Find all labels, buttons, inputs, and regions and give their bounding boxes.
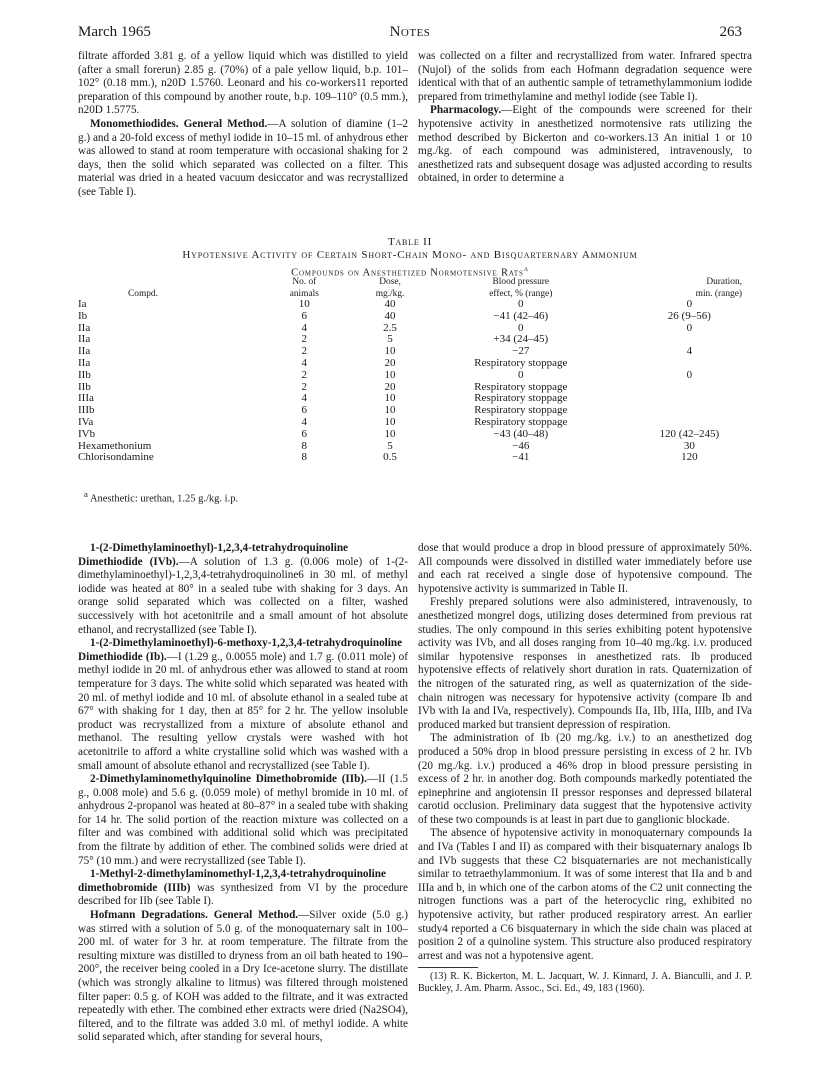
cell-dose: 20: [384, 380, 396, 393]
cell-compd: IIIa: [78, 392, 94, 405]
cell-compd: IIIb: [78, 404, 95, 417]
cell-compd: Ia: [78, 298, 87, 310]
paragraph-text: —A solution of 1.3 g. (0.006 mole) of 1-(2-dimethylaminoethyl)-1,2,3,4-tetrahydroquinoline6 in 30 ml. of methyl iodide was heated at 80° in a sealed tube with shaking for 3 days. An orange solid separated which was collected on a filter, washed successively with hot acetonitrile and a small amount of hot absolute ethanol, and recrystallized (see Table I).: [78, 555, 408, 636]
cell-duration: 4: [686, 345, 693, 358]
cell-dose: 2.5: [383, 321, 397, 334]
table-row: [78, 382, 742, 394]
cell-compd: IIa: [78, 321, 91, 334]
cell-animals: 8: [301, 451, 308, 464]
cell-bp: Respiratory stoppage: [474, 380, 568, 393]
bottom-right-column: [418, 542, 752, 995]
cell-animals: 10: [298, 298, 310, 310]
cell-dose: 20: [384, 356, 396, 369]
cell-bp: Respiratory stoppage: [474, 404, 568, 417]
footnote-marker: a: [523, 263, 529, 273]
cell-animals: 6: [301, 404, 308, 417]
table-title-line-2: Compounds on Anesthetized Normotensive Rats$^a$: [291, 263, 529, 279]
table-row: [78, 429, 742, 441]
cell-duration: [607, 405, 742, 417]
paragraph: [78, 909, 408, 1045]
table-row: [78, 299, 742, 311]
cell-dose: 10: [384, 415, 396, 428]
paragraph: [78, 868, 408, 909]
cell-duration: 26 (9–56): [667, 309, 711, 322]
cell-duration: 0: [686, 368, 693, 381]
bottom-left-column: [78, 542, 408, 1045]
paragraph: [78, 118, 408, 200]
cell-bp: 0: [518, 298, 524, 310]
cell-duration: [607, 393, 742, 405]
col-dose-header: Dose,: [379, 277, 401, 287]
table-caption: [78, 236, 742, 280]
cell-animals: 4: [301, 356, 308, 369]
paragraph: Freshly prepared solutions were also administered, intravenously, to anesthetized mongrel dogs, utilizing doses determined from previous rat studies. The only compound in this series exhibiting potent hypotensive activity was IVb, and all doses ranging from 10–40 mg./kg. i.v. produced similar hypotensive responses in anesthetized rats. Ib produced hypotensive effects of relatively short duration in rats. Quaternization of the nitrogen of the saturated ring, as well as quaternization of the side-chain nitrogen was necessary for hypotensive activity (compare Ib and IVb with Ia and IVa, respectively). Compounds IIa, IIb, IIIa, IIIb, and IVa produced marked but transient depression of respiration.: [418, 596, 752, 731]
cell-compd: IIa: [78, 356, 91, 369]
cell-animals: 2: [301, 333, 308, 346]
cell-bp: 0: [518, 368, 524, 381]
cell-duration: 120: [681, 451, 698, 464]
table-row: [78, 323, 742, 335]
paragraph-heading: 1-Methyl-2-dimethylaminomethyl-1,2,3,4-tetrahydroquinoline dimethobromide (IIIb): [78, 868, 386, 894]
cell-duration: 30: [683, 439, 695, 452]
table-row: [78, 311, 742, 323]
col-compd-header: Compd.: [128, 289, 158, 299]
table-body: [78, 299, 742, 464]
table-footnote: $^a$ Anesthetic: urethan, 1.25 g./kg. i.p.: [84, 489, 239, 505]
top-left-column: [78, 50, 408, 200]
cell-dose: 10: [384, 345, 396, 358]
cell-animals: 2: [301, 368, 308, 381]
paragraph-text: —I (1.29 g., 0.0055 mole) and 1.7 g. (0.011 mole) of methyl iodide in 20 ml. of anhydrous ether was allowed to stand at room temperature for 3 days. The white solid which separated was heated with 20 ml. of methyl iodide and 10 ml. of absolute ethanol in a sealed tube at 67° with shaking for 1 day, then at 85° for 2 hr. The yellow insoluble product was recrystallized from a mixture of absolute ethanol and methanol. The resulting yellow crystals were washed with hot acetonitrile to afford a white crystalline solid which was washed with a small amount of absolute ethanol and recrystallized (see Table I).: [78, 650, 408, 772]
paragraph: The administration of Ib (20 mg./kg. i.v.) to an anesthetized dog produced a 50% drop in blood pressure persisting in excess of 2 hr. IVb (20 mg./kg. i.v.) produced a 46% drop in blood pressure persisting in excess of 2 hr. in another dog. Both compounds markedly potentiated the epinephrine and angiotensin II pressor responses and depressed bilateral carotid occlusion. Preliminary data suggest that the hypotensive activity of these two compounds is at least in part due to ganglionic blockade.: [418, 732, 752, 826]
table-row: [78, 417, 742, 429]
paragraph: [78, 637, 408, 773]
running-header: [78, 24, 742, 44]
paragraph: [78, 542, 408, 637]
cell-dose: 40: [384, 298, 396, 310]
paragraph-heading: 2-Dimethylaminomethylquinoline Dimethobromide (IIb).: [90, 773, 367, 786]
cell-compd: IVb: [78, 427, 96, 440]
cell-compd: Chlorisondamine: [78, 451, 154, 464]
paragraph-heading: Hofmann Degradations. General Method.: [90, 909, 299, 922]
cell-duration: 0: [686, 321, 693, 334]
table-label: Table II: [387, 236, 433, 248]
table-row: [78, 441, 742, 453]
cell-dose: 40: [384, 309, 396, 322]
cell-animals: 6: [301, 427, 308, 440]
cell-bp: −46: [512, 439, 530, 452]
page-number: 263: [719, 24, 742, 40]
paragraph-text: —A solution of diamine (1–2 g.) and a 20-fold excess of methyl iodide in 10–15 ml. of anhydrous ether was allowed to stand at room temperature with occasional shaking for 2 days, then the solid which separated was collected on a filter. This material was dried in a heated vacuum desiccator and was recrystallized (see Table I).: [78, 117, 408, 198]
cell-duration: [607, 382, 742, 394]
cell-animals: 4: [301, 392, 308, 405]
cell-dose: 5: [387, 439, 393, 452]
paragraph-text: was synthesized from VI by the procedure described for IIb (see Table I).: [78, 881, 408, 908]
cell-bp: −41: [512, 451, 530, 464]
cell-animals: 8: [301, 439, 308, 452]
cell-duration: [607, 417, 742, 429]
col-bp-header: Blood pressure: [492, 277, 550, 287]
header-date: March 1965: [78, 24, 151, 40]
cell-bp: Respiratory stoppage: [474, 415, 568, 428]
paragraph: was collected on a filter and recrystallized from water. Infrared spectra (Nujol) of the solids from each Hofmann degradation sequence were identical with that of an authentic sample of tetramethylammonium iodide prepared from trimethylamine and methyl iodide (see Table I).: [418, 50, 752, 103]
cell-animals: 2: [301, 380, 308, 393]
paragraph: [78, 773, 408, 868]
cell-compd: IIb: [78, 368, 91, 381]
results-table: No. of Dose, Blood pressure Duration, Compd. animals mg./kg. effect, % (range) min. (range) Ia 10 40 0 0 Ib 6 40 −41 (42–46) 26 (9–56) IIa 4 2.5 0 0 IIa 2 5 +34 (24–45) IIa 2 10 −27 4 IIa 4 20 Respiratory stoppage IIb 2 10 0 0 IIb 2 20 Respiratory stoppage IIIa 4 10 Respiratory stoppage IIIb 6 10 Respiratory stoppage IVa 4 10 Respiratory stoppage IVb 6 10 −43 (40–48) 120 (42–245) Hexamethonium 8 5 −46 30 Chlorisondamine 8 0.5 −41 120: [78, 277, 742, 464]
cell-bp: +34 (24–45): [493, 333, 549, 346]
paragraph-heading: Pharmacology.: [430, 104, 502, 117]
footnote-rule: [418, 967, 478, 968]
top-right-column: [418, 50, 752, 186]
table-title-line-1: Hypotensive Activity of Certain Short-Chain Mono- and Bisquarternary Ammonium: [182, 249, 638, 261]
cell-bp: −43 (40–48): [493, 427, 549, 440]
col-duration-header: Duration,: [706, 277, 742, 287]
cell-compd: IIa: [78, 345, 91, 358]
cell-bp: 0: [518, 321, 524, 334]
cell-duration: 120 (42–245): [659, 427, 720, 440]
paragraph-text: —Silver oxide (5.0 g.) was stirred with a solution of 5.0 g. of the monoquaternary salt in 100–200 ml. of water for 3 hr. at room temperature. The filtrate from the resulting mixture was distilled to dryness from an oil bath heated to 190–200°, the receiver being cooled in a Dry Ice-acetone slurry. The distillate (which was strongly alkaline to litmus) was filtered through moistened filter paper: 0.5 g. of KOH was added to the filtrate, and it was extracted repeatedly with ether. The combined ether extracts were dried (Na2SO4), filtered, and to the filtrate was added 3.0 ml. of methyl iodide. A white solid separated which, after standing for several hours,: [78, 909, 408, 1044]
cell-bp: Respiratory stoppage: [474, 392, 568, 405]
cell-dose: 0.5: [383, 451, 397, 464]
header-section: Notes: [389, 24, 431, 40]
cell-compd: IIb: [78, 380, 91, 393]
table-row: [78, 370, 742, 382]
cell-compd: Hexamethonium: [78, 439, 152, 452]
cell-duration: [607, 334, 742, 346]
cell-bp: Respiratory stoppage: [474, 356, 568, 369]
paragraph-heading: 1-(2-Dimethylaminoethyl)-6-methoxy-1,2,3,4-tetrahydroquinoline Dimethiodide (Ib).: [78, 637, 403, 663]
cell-animals: 4: [301, 415, 308, 428]
cell-compd: Ib: [78, 309, 88, 322]
table-row: [78, 334, 742, 346]
cell-compd: IIa: [78, 333, 91, 346]
paragraph-text: —Eight of the compounds were screened for their hypotensive activity in anesthetized normotensive rats utilizing the method described by Bickerton and co-workers.13 An initial 1 or 10 mg./kg. of each compound was administered, intravenously, to anesthetized rats and subsequent dosage was adjusted according to results obtained, in order to determine a: [418, 104, 752, 185]
table-row: [78, 405, 742, 417]
col-animals-header: No. of: [292, 277, 317, 287]
cell-animals: 6: [301, 309, 308, 322]
cell-animals: 4: [301, 321, 308, 334]
table-row: [78, 346, 742, 358]
cell-dose: 10: [384, 368, 396, 381]
cell-animals: 2: [301, 345, 308, 358]
table-row: [78, 358, 742, 370]
paragraph: filtrate afforded 3.81 g. of a yellow liquid which was distilled to yield (after a small forerun) 2.85 g. (70%) of a pale yellow liquid, b.p. 101–102° (0.18 mm.), n20D 1.5760. Leonard and his co-workers11 reported preparation of this compound by another route, b.p. 109–110° (0.5 mm.), n20D 1.5775.: [78, 50, 408, 117]
cell-bp: −27: [512, 345, 530, 358]
paragraph: [418, 104, 752, 186]
table-row: [78, 452, 742, 464]
cell-dose: 10: [384, 404, 396, 417]
paragraph-heading: Monomethiodides. General Method.: [90, 117, 268, 130]
cell-dose: 10: [384, 427, 396, 440]
cell-compd: IVa: [78, 415, 94, 428]
cell-bp: −41 (42–46): [493, 309, 549, 322]
paragraph: dose that would produce a drop in blood pressure of approximately 50%. All compounds were dissolved in distilled water immediately before use and each rat received a single dose of hypotensive compound. The hypotensive activity is summarized in Table II.: [418, 542, 752, 595]
table-row: [78, 393, 742, 405]
cell-dose: 5: [387, 333, 393, 346]
cell-duration: [607, 358, 742, 370]
paragraph-text: —II (1.5 g., 0.008 mole) and 5.6 g. (0.059 mole) of methyl bromide in 10 ml. of anhydrous 2-propanol was heated at 80–87° in a sealed tube with shaking for 14 hr. The solid portion of the reaction mixture was collected on a filter and was combined with additional solid which was precipitated from the filtrate by addition of ether. The combined solids were dried at 75° (10 mm.) and were recrystallized (see Table I).: [78, 773, 408, 867]
paragraph-heading: 1-(2-Dimethylaminoethyl)-1,2,3,4-tetrahydroquinoline Dimethiodide (IVb).: [78, 542, 349, 568]
cell-duration: 0: [686, 298, 693, 310]
cell-dose: 10: [384, 392, 396, 405]
reference-footnote: (13) R. K. Bickerton, M. L. Jacquart, W. J. Kinnard, J. A. Bianculli, and J. P. Buckley, J. Am. Pharm. Assoc., Sci. Ed., 49, 183 (1960).: [418, 971, 752, 995]
paragraph: The absence of hypotensive activity in monoquaternary compounds Ia and IVa (Tables I and II) as compared with their bisquaternary analogs Ib and IVb suggests that these C2 bisquaternaries are not mechanistically similar to tetraethylammonium. It was of some interest that IIa and b and IIIa and b, in which one of the carbon atoms of the C2 unit connecting the nitrogen functions was a part of the heterocyclic ring, exhibited no hypotensive activity, but rather produced respiratory arrest. An earlier study4 reported a C6 bisquaternary in which the side chain was placed at position 2 of a quinoline system. This structure also produced respiratory arrest and was not a hypotensive agent.: [418, 827, 752, 962]
